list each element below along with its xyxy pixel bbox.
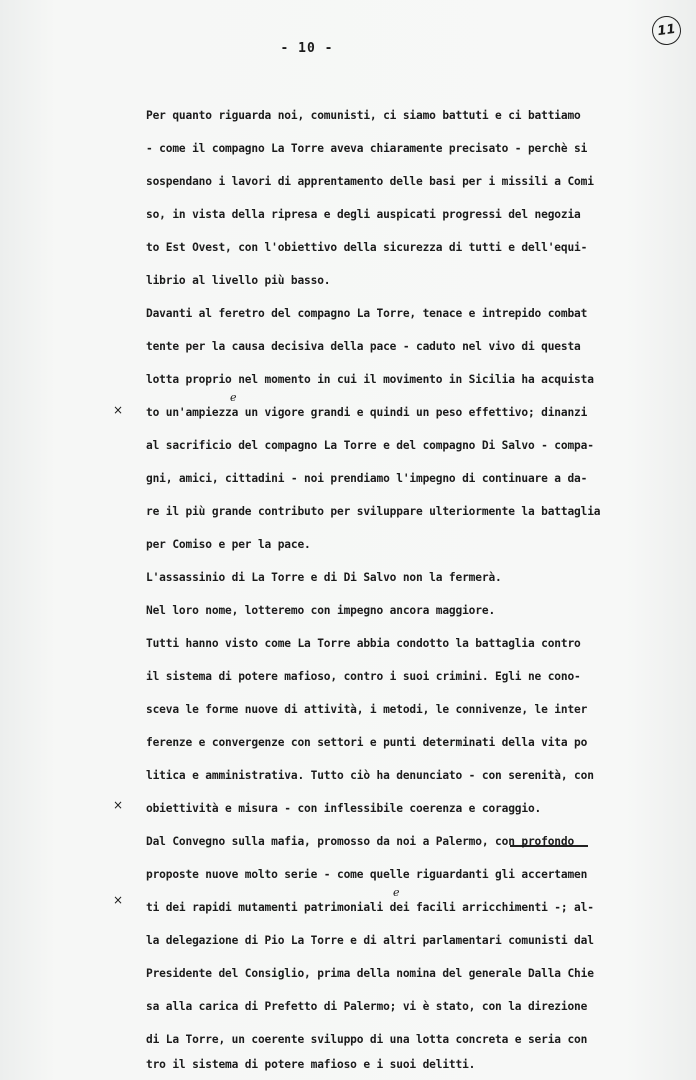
text-line: sceva le forme nuove di attività, i metodi, le connivenze, le inter	[146, 703, 588, 716]
correction-mark: e	[230, 391, 237, 404]
margin-mark: ×	[113, 893, 124, 907]
text-line: Per quanto riguarda noi, comunisti, ci siamo battuti e ci battiamo	[146, 109, 581, 122]
text-line: ferenze e convergenze con settori e punti determinati della vita po	[146, 736, 588, 749]
text-line: Tutti hanno visto come La Torre abbia condotto la battaglia contro	[146, 637, 581, 650]
text-line: per Comiso e per la pace.	[146, 538, 311, 551]
text-line: re il più grande contributo per sviluppare ulteriormente la battaglia	[146, 505, 601, 518]
text-line: librio al livello più basso.	[146, 274, 331, 287]
text-line: to un'ampiezza un vigore grandi e quindi un peso effettivo; dinanzi	[146, 406, 588, 419]
text-line: Presidente del Consiglio, prima della nomina del generale Dalla Chie	[146, 967, 594, 980]
text-line: tro il sistema di potere mafioso e i suoi delitti.	[146, 1058, 476, 1071]
text-line: lotta proprio nel momento in cui il movimento in Sicilia ha acquista	[146, 373, 594, 386]
text-line: L'assassinio di La Torre e di Di Salvo non la fermerà.	[146, 571, 502, 584]
text-line: to Est Ovest, con l'obiettivo della sicurezza di tutti e dell'equi-	[146, 241, 588, 254]
correction-mark: e	[393, 886, 400, 899]
page-number: - 10 -	[280, 41, 334, 56]
text-line: la delegazione di Pio La Torre e di altri parlamentari comunisti dal	[146, 934, 594, 947]
text-line: litica e amministrativa. Tutto ciò ha denunciato - con serenità, con	[146, 769, 594, 782]
text-line: di La Torre, un coerente sviluppo di una lotta concreta e seria con	[146, 1033, 588, 1046]
text-line: gni, amici, cittadini - noi prendiamo l'impegno di continuare a da-	[146, 472, 588, 485]
page-stamp: 11	[650, 14, 683, 47]
text-line: Dal Convegno sulla mafia, promosso da noi a Palermo, con profondo	[146, 835, 575, 848]
text-line: obiettività e misura - con inflessibile coerenza e coraggio.	[146, 802, 542, 815]
margin-mark: ×	[113, 798, 124, 812]
text-line: so, in vista della ripresa e degli auspicati progressi del negozia	[146, 208, 581, 221]
text-line: sa alla carica di Prefetto di Palermo; vi è stato, con la direzione	[146, 1000, 588, 1013]
text-line: - come il compagno La Torre aveva chiaramente precisato - perchè si	[146, 142, 588, 155]
text-line: sospendano i lavori di apprentamento delle basi per i missili a Comi	[146, 175, 594, 188]
margin-mark: ×	[113, 403, 124, 417]
text-line: tente per la causa decisiva della pace - caduto nel vivo di questa	[146, 340, 581, 353]
text-line: proposte nuove molto serie - come quelle riguardanti gli accertamen	[146, 868, 588, 881]
text-line: al sacrificio del compagno La Torre e del compagno Di Salvo - compa-	[146, 439, 594, 452]
text-line: Davanti al feretro del compagno La Torre, tenace e intrepido combat	[146, 307, 588, 320]
text-line: ti dei rapidi mutamenti patrimoniali dei facili arricchimenti -; al-	[146, 901, 594, 914]
text-line: il sistema di potere mafioso, contro i suoi crimini. Egli ne cono-	[146, 670, 581, 683]
text-line: Nel loro nome, lotteremo con impegno ancora maggiore.	[146, 604, 496, 617]
